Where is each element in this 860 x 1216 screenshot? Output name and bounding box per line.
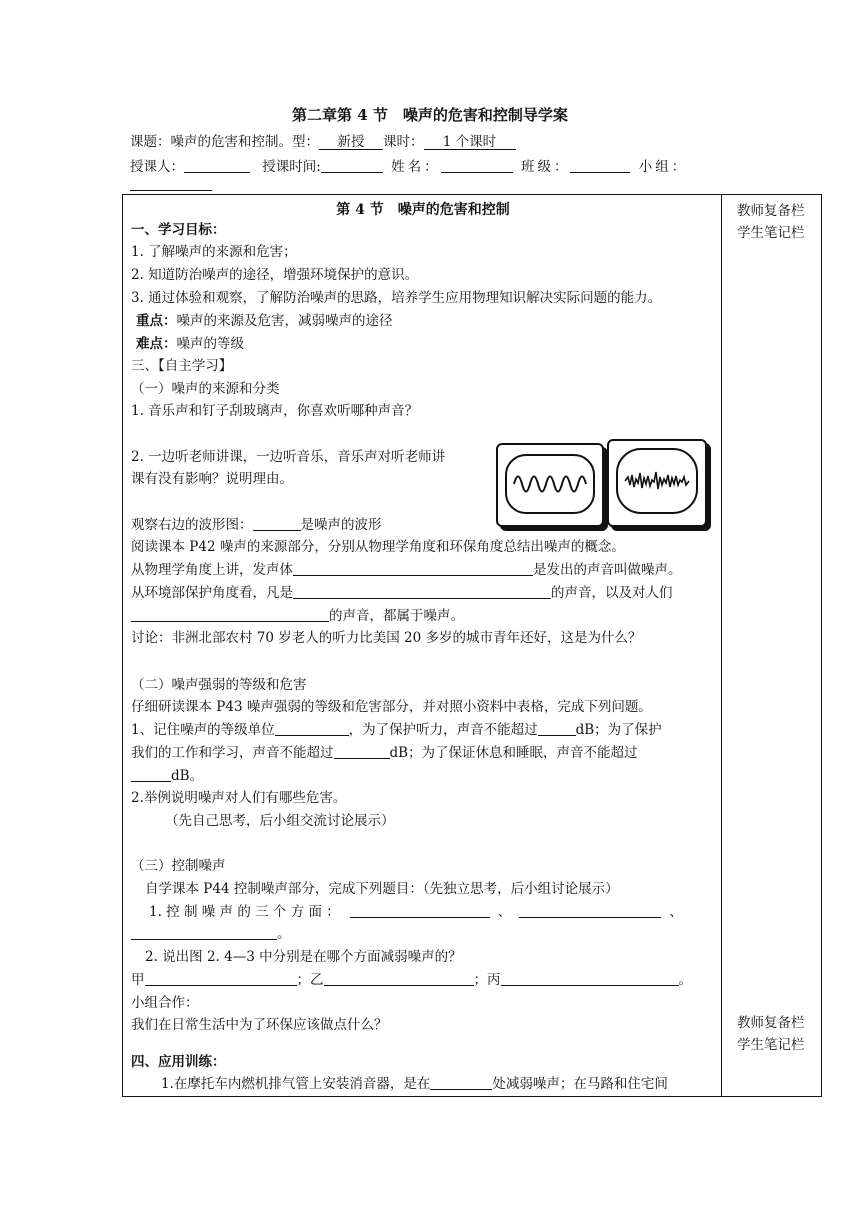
part2-heading: （二）噪声强弱的等级和危害: [131, 677, 307, 693]
control-question-1-cont: 。: [131, 924, 291, 944]
read-p42: 阅读课本 P42 噪声的来源部分，分别从物理学角度和环保角度总结出噪声的概念。: [131, 539, 625, 555]
physics-answer-field[interactable]: [293, 561, 533, 576]
question-2-line-b: 课有没有影响？说明理由。: [131, 471, 293, 487]
physics-definition: 从物理学角度上讲，发声体 是发出的声音叫做噪声。: [131, 562, 682, 578]
self-study-heading: 三、【自主学习】: [131, 358, 233, 374]
goal-2: 2. 知道防治噪声的途径，增强环境保护的意识。: [131, 267, 419, 283]
teacher-notes-column: [729, 194, 822, 1097]
key-point: 重点：噪声的来源及危害，减弱噪声的途径: [136, 313, 393, 329]
answer-bing-field[interactable]: [501, 971, 679, 986]
goals-heading: 一、学习目标：: [131, 222, 226, 238]
unit-field[interactable]: [275, 721, 349, 736]
control-field-2[interactable]: [519, 903, 661, 918]
level-question-b: 我们的工作和学习，声音不能超过 dB；为了保证休息和睡眠，声音不能超过: [131, 745, 638, 761]
class-field[interactable]: [570, 158, 630, 173]
env-definition-cont: 的声音，都属于噪声。: [131, 606, 464, 626]
answer-jia-field[interactable]: [145, 971, 297, 986]
question-1: 1. 音乐声和钉子刮玻璃声，你喜欢听哪种声音？: [131, 403, 419, 419]
control-question-1: 1. 控 制 噪 声 的 三 个 方 面 ： 、 、: [149, 904, 683, 920]
name-field[interactable]: [441, 158, 513, 173]
part1-heading: （一）噪声的来源和分类: [131, 381, 280, 397]
teacher-field[interactable]: [184, 158, 250, 173]
noise-waveform-figure: [607, 439, 707, 527]
env-answer-field-1[interactable]: [293, 584, 551, 599]
read-p43: 仔细研读课本 P43 噪声强弱的等级和危害部分，并对照小资料中表格，完成下列问题。: [131, 699, 652, 715]
section-title: 第 4 节 噪声的危害和控制: [336, 202, 510, 218]
discussion: 讨论：非洲北部农村 70 岁老人的听力比美国 20 多岁的城市青年还好，这是为什么？: [131, 630, 642, 646]
teacher-prep-label-bottom: 教师复备栏: [737, 1015, 805, 1031]
harm-question: 2.举例说明噪声对人们有哪些危害。: [131, 790, 347, 806]
part3-heading: （三）控制噪声: [131, 858, 226, 874]
answer-yi-field[interactable]: [324, 971, 474, 986]
goal-3: 3. 通过体验和观察，了解防治噪声的思路，培养学生应用物理知识解决实际问题的能力。: [131, 290, 662, 306]
waveform-answer-field[interactable]: [253, 516, 301, 531]
application-field-1[interactable]: [430, 1075, 492, 1090]
hearing-db-field[interactable]: [538, 721, 576, 736]
teacher-info-line: 授课人： 授课时间: 姓名： 班级： 小组：: [130, 159, 689, 175]
document-title: 第二章第 4 节 噪声的危害和控制导学案: [292, 106, 568, 124]
level-question-a: 1、记住噪声的等级单位 ，为了保护听力，声音不能超过 dB；为了保护: [131, 722, 662, 738]
figure-answers: 甲 ；乙 ；丙 。: [131, 972, 692, 988]
observe-waveform: 观察右边的波形图： 是噪声的波形: [131, 517, 382, 533]
lesson-type-field: 新授: [319, 135, 383, 150]
group-work-heading: 小组合作：: [131, 995, 199, 1011]
application-heading: 四、应用训练：: [131, 1054, 226, 1070]
control-question-2: 2. 说出图 2. 4—3 中分别是在哪个方面减弱噪声的？: [145, 949, 462, 965]
group-work-question: 我们在日常生活中为了环保应该做点什么？: [131, 1017, 388, 1033]
noise-wave-icon: [609, 441, 705, 525]
student-notes-label-bottom: 学生笔记栏: [737, 1037, 805, 1053]
time-field[interactable]: [321, 158, 383, 173]
question-2-line-a: 2. 一边听老师讲课，一边听音乐，音乐声对听老师讲: [131, 449, 446, 465]
control-field-3[interactable]: [131, 925, 277, 940]
music-waveform-figure: [496, 443, 604, 527]
sleep-db-field[interactable]: [131, 767, 171, 782]
read-p44: 自学课本 P44 控制噪声部分，完成下列题目：（先独立思考，后小组讨论展示）: [145, 881, 619, 897]
harm-note: （先自己思考，后小组交流讨论展示）: [165, 813, 395, 829]
student-notes-label-top: 学生笔记栏: [737, 225, 805, 241]
lesson-hours-field: 1 个课时: [424, 135, 516, 150]
work-db-field[interactable]: [334, 744, 390, 759]
lesson-info-line: 课题：噪声的危害和控制。型： 新授 课时： 1 个课时: [130, 130, 516, 150]
level-question-c: dB。: [131, 766, 203, 786]
sine-wave-icon: [498, 445, 602, 525]
env-definition: 从环境部保护角度看，凡是 的声音，以及对人们: [131, 585, 673, 601]
teacher-prep-label-top: 教师复备栏: [737, 203, 805, 219]
difficult-point: 难点：噪声的等级: [136, 336, 244, 352]
group-field[interactable]: [130, 190, 212, 191]
application-question-1: 1.在摩托车内燃机排气管上安装消音器，是在 处减弱噪声；在马路和住宅间: [161, 1076, 668, 1092]
env-answer-field-2[interactable]: [131, 607, 329, 622]
goal-1: 1. 了解噪声的来源和危害；: [131, 244, 297, 260]
column-divider: [722, 194, 729, 1097]
control-field-1[interactable]: [350, 903, 490, 918]
main-content-cell: [122, 194, 722, 1097]
